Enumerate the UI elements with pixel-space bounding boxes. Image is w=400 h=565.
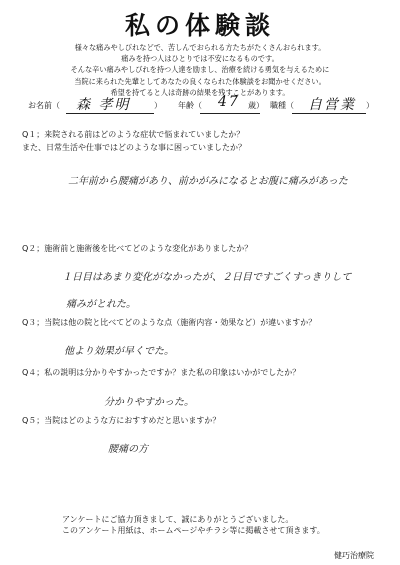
age-value: 47: [218, 94, 240, 110]
name-label: お名前（: [28, 101, 60, 110]
page-title: 私の体験談: [124, 11, 275, 40]
question-2: Q２；施術前と施術後を比べてどのような変化がありましたか？: [22, 244, 253, 253]
age-unit: 歳）: [248, 101, 264, 110]
footer-note: アンケートにご協力頂きまして、誠にありがとうございました。 このアンケート用紙は、ホームページやチラシ等に掲載させて頂きます。: [62, 515, 325, 535]
age-label: 年齢（: [178, 101, 202, 110]
name-value: 森 孝明: [76, 97, 131, 113]
question-3: Q３；当院は他の院と比べてどのような点（施術内容・効果など）が違いますか？: [22, 318, 317, 327]
question-1: Q１；来院される前はどのような症状で悩まれていましたか？ また、日常生活や仕事ではどのような事に困っていましたか？: [22, 130, 246, 152]
answer-5-line-1: 腰痛の方: [108, 444, 148, 455]
name-underline: [66, 113, 154, 114]
answer-2-line-2: 痛みがとれた。: [66, 299, 136, 310]
job-value: 自営業: [308, 97, 356, 113]
age-underline: [200, 113, 260, 114]
intro-text: 様々な痛みやしびれなどで、苦しんでおられる方たちがたくさんおられます。 痛みを持つ人はひとりでは不安になるものです。 そんな辛い痛みやしびれを持つ人達を励まし、治療を続ける勇気を与えるために 当院に来られた先輩としてあなたの良くなられた体験談をお聞かせください。 希望を持てると人は奇跡の結果を残すことがあります。: [70, 43, 330, 97]
answer-2-line-1: １日目はあまり変化がなかったが、２日目ですごくすっきりして: [62, 272, 352, 283]
answer-1-line-1: 二年前から腰痛があり、前かがみになるとお腹に痛みがあった: [68, 176, 348, 187]
job-underline: [292, 113, 366, 114]
job-label: 職種（: [270, 101, 294, 110]
answer-3-line-1: 他より効果が早くでた。: [64, 346, 174, 357]
job-close: ）: [366, 101, 374, 110]
clinic-name: 健巧治療院: [334, 551, 374, 560]
name-close: ）: [154, 101, 162, 110]
question-5: Q５；当院はどのような方におすすめだと思いますか？: [22, 416, 221, 425]
answer-4-line-1: 分かりやすかった。: [104, 397, 194, 408]
question-4: Q４；私の説明は分かりやすかったですか？また私の印象はいかがでしたか？: [22, 368, 301, 377]
